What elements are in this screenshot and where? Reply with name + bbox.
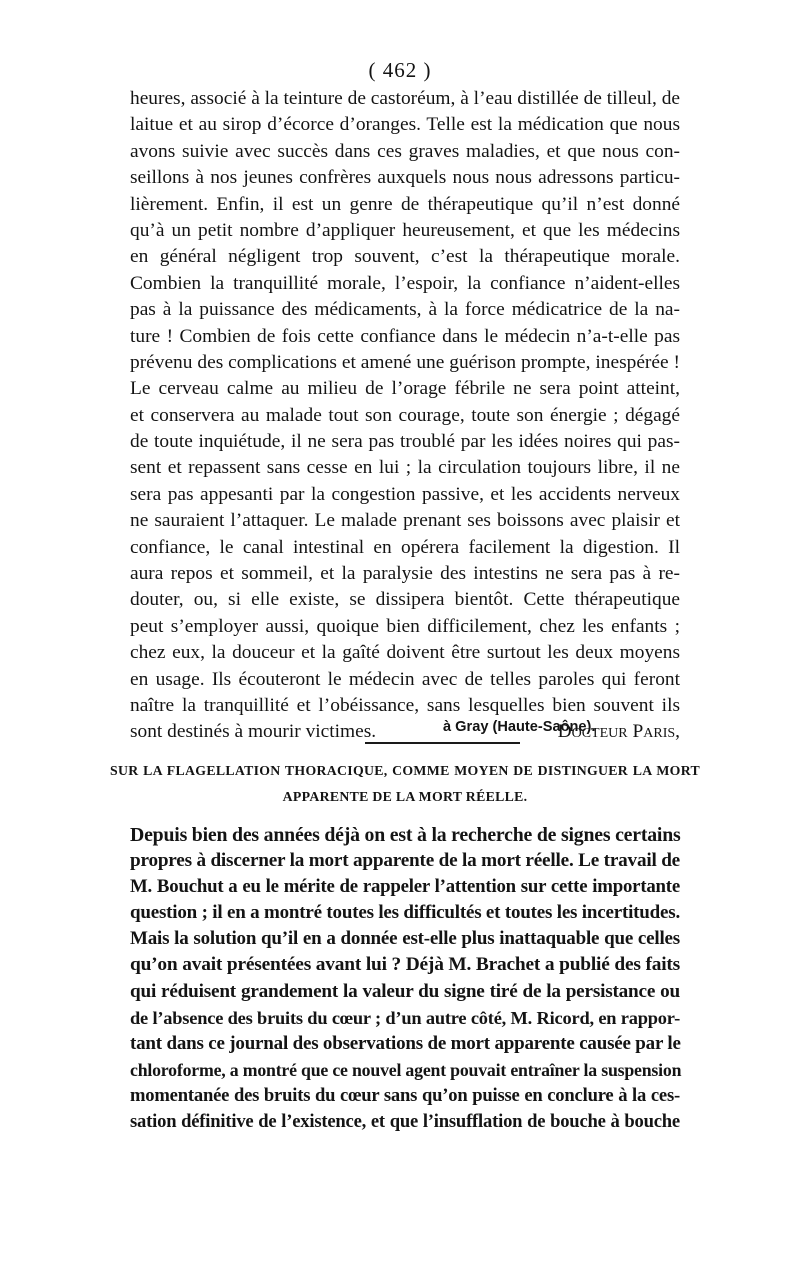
text-line: ne sauraient l’attaquer. Le malade prenant ses boissons avec plaisir et	[130, 510, 680, 532]
text-line: Combien la tranquillité morale, l’espoir, la confiance n’aident-elles	[130, 272, 680, 294]
text-line: heures, associé à la teinture de castoréum, à l’eau distillée de tilleul, de	[130, 88, 680, 109]
closing-text: sont destinés à mourir victimes.	[130, 721, 377, 743]
text-line: Depuis bien des années déjà on est à la recherche de signes certains	[130, 824, 681, 846]
text-line: confiance, le canal intestinal en opérera facilement la digestion. Il	[130, 536, 680, 558]
text-line: sation définitive de l’existence, et que l’insufflation de bouche à bouche	[130, 1111, 680, 1133]
article-title-line-2: APPARENTE DE LA MORT RÉELLE.	[282, 789, 528, 804]
text-line: en usage. Ils écouteront le médecin avec de telles paroles qui feront	[130, 668, 680, 690]
text-line: chez eux, la douceur et la gaîté doivent être surtout les deux moyens	[130, 642, 680, 664]
text-line: chloroforme, a montré que ce nouvel agent pouvait entraîner la suspension	[130, 1059, 682, 1080]
text-line: sent et repassent sans cesse en lui ; la circulation toujours libre, il ne	[130, 457, 680, 479]
text-line: M. Bouchut a eu le mérite de rappeler l’attention sur cette importante	[130, 876, 680, 898]
text-line: qu’on avait présentées avant lui ? Déjà M. Brachet a publié des faits	[130, 954, 680, 976]
article-body	[130, 822, 680, 1135]
text-line: qui réduisent grandement la valeur du signe tiré de la persistance ou	[130, 980, 680, 1002]
text-line: et conservera au malade tout son courage, toute son énergie ; dégagé	[130, 404, 680, 426]
text-line: avons suivie avec succès dans ces graves maladies, et que nous con-	[130, 140, 680, 162]
text-line: prévenu des complications et amené une guérison prompte, inespérée !	[130, 351, 680, 373]
text-line: en général négligent trop souvent, c’est la thérapeutique morale.	[130, 246, 680, 268]
text-line: seillons à nos jeunes confrères auxquels nous nous adressons particu-	[130, 167, 680, 189]
text-line: ture ! Combien de fois cette confiance dans le médecin n’a-t-elle pas	[130, 325, 680, 347]
text-line: douter, ou, si elle existe, se dissipera bientôt. Cette thérapeutique	[130, 589, 680, 611]
author-location: à Gray (Haute-Saône).	[443, 719, 596, 735]
text-line: Le cerveau calme au milieu de l’orage fébrile ne sera point atteint,	[130, 378, 680, 400]
text-line: laitue et au sirop d’écorce d’oranges. Telle est la médication que nous	[130, 114, 680, 136]
text-line: peut s’employer aussi, quoique bien difficilement, chez les enfants ;	[130, 615, 680, 637]
text-line: tant dans ce journal des observations de mort apparente causée par le	[130, 1032, 681, 1054]
text-line: question ; il en a montré toutes les difficultés et toutes les incertitudes.	[130, 902, 680, 924]
text-line: lièrement. Enfin, il est un genre de thérapeutique qu’il n’est donné	[130, 193, 680, 215]
text-line: aura repos et sommeil, et la paralysie des intestins ne sera pas à re-	[130, 563, 680, 585]
section-divider	[365, 742, 520, 744]
text-line: de toute inquiétude, il ne sera pas troublé par les idées noires qui pas-	[130, 431, 680, 453]
text-line: sera pas appesanti par la congestion passive, et les accidents nerveux	[130, 483, 680, 505]
article-title-line-1: SUR LA FLAGELLATION THORACIQUE, COMME MOYEN DE DISTINGUER LA MORT	[110, 763, 700, 778]
first-section-body	[130, 86, 680, 746]
text-line: naître la tranquillité et l’obéissance, sans lesquelles bien souvent ils	[130, 694, 680, 716]
page-number: ( 462 )	[368, 58, 432, 82]
text-line: de l’absence des bruits du cœur ; d’un autre côté, M. Ricord, en rappor-	[130, 1007, 680, 1028]
text-line: qu’à un petit nombre d’appliquer heureusement, et que les médecins	[130, 219, 680, 241]
text-line: pas à la puissance des médicaments, à la force médicatrice de la na-	[130, 299, 680, 321]
text-line: propres à discerner la mort apparente de la mort réelle. Le travail de	[130, 850, 680, 872]
text-line: Mais la solution qu’il en a donnée est-elle plus inattaquable que celles	[130, 928, 680, 950]
author-signature: Docteur Paris,	[557, 721, 680, 743]
text-line: momentanée des bruits du cœur sans qu’on puisse en conclure à la ces-	[130, 1084, 680, 1106]
